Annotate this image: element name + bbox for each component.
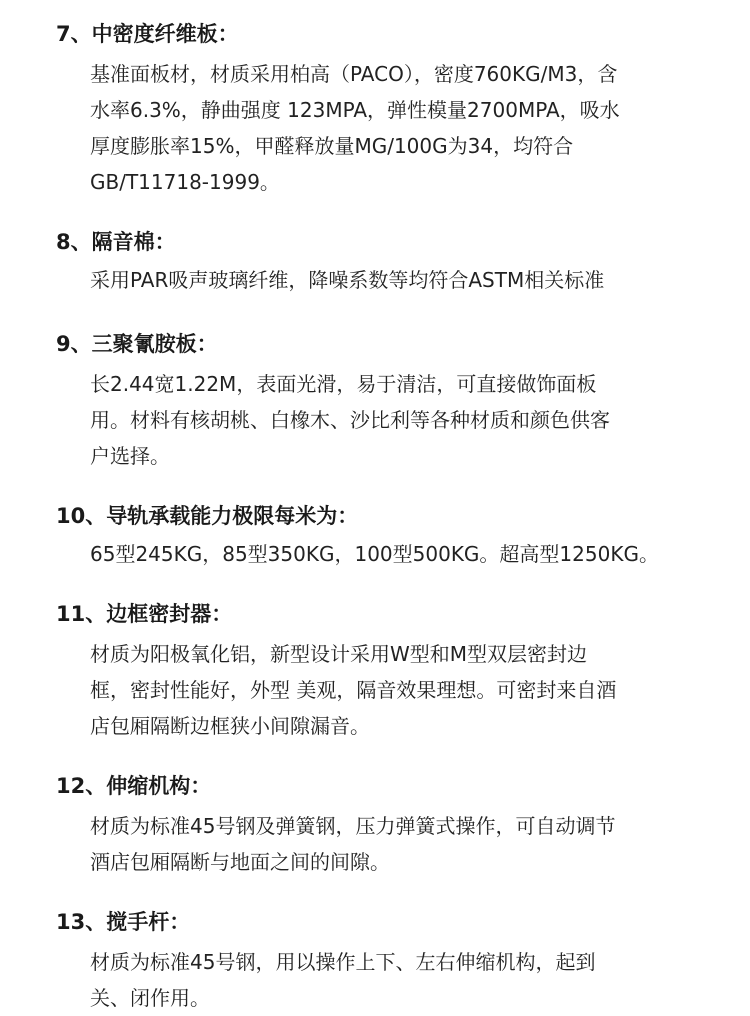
body-line: 65型245KG，85型350KG，100型500KG。超高型1250KG。	[90, 542, 659, 566]
body-line: 厚度膨胀率15%，甲醛释放量MG/100G为34，均符合	[90, 134, 574, 158]
body-line: 关、闭作用。	[90, 986, 210, 1010]
body-line: 用。材料有核胡桃、白橡木、沙比利等各种材质和颜色供客	[90, 408, 610, 432]
section-11	[56, 600, 706, 744]
section-body	[56, 366, 706, 474]
section-heading: 12、伸缩机构：	[56, 774, 212, 798]
body-line: 酒店包厢隔断与地面之间的间隙。	[90, 850, 390, 874]
body-line: 长2.44宽1.22M，表面光滑，易于清洁，可直接做饰面板	[90, 372, 597, 396]
section-heading: 13、搅手杆：	[56, 910, 191, 934]
section-body	[56, 56, 706, 200]
section-body	[56, 808, 706, 880]
body-line: 基准面板材，材质采用柏高（PACO），密度760KG/M3，含	[90, 62, 618, 86]
body-line: 店包厢隔断边框狭小间隙漏音。	[90, 714, 370, 738]
section-heading: 11、边框密封器：	[56, 602, 233, 626]
section-8	[56, 228, 706, 298]
section-heading: 9、三聚氰胺板：	[56, 332, 218, 356]
section-13	[56, 908, 706, 1016]
section-body	[56, 944, 706, 1016]
section-9	[56, 330, 706, 474]
section-10	[56, 502, 706, 572]
section-body	[56, 262, 706, 298]
body-line: 材质为标准45号钢，用以操作上下、左右伸缩机构，起到	[90, 950, 596, 974]
body-line: 材质为标准45号钢及弹簧钢，压力弹簧式操作，可自动调节	[90, 814, 616, 838]
body-line: 材质为阳极氧化铝，新型设计采用W型和M型双层密封边	[90, 642, 588, 666]
body-line: 水率6.3%，静曲强度 123MPA，弹性模量2700MPA，吸水	[90, 98, 620, 122]
section-heading: 8、隔音棉：	[56, 230, 176, 254]
section-body	[56, 636, 706, 744]
section-heading: 10、导轨承载能力极限每米为：	[56, 504, 359, 528]
section-7	[56, 20, 706, 200]
body-line: 采用PAR吸声玻璃纤维，降噪系数等均符合ASTM相关标准	[90, 268, 605, 292]
section-12	[56, 772, 706, 880]
body-line: GB/T11718-1999。	[90, 170, 280, 194]
body-line: 户选择。	[90, 444, 170, 468]
body-line: 框，密封性能好，外型 美观，隔音效果理想。可密封来自酒	[90, 678, 617, 702]
section-heading: 7、中密度纤维板：	[56, 22, 239, 46]
section-body	[56, 536, 706, 572]
